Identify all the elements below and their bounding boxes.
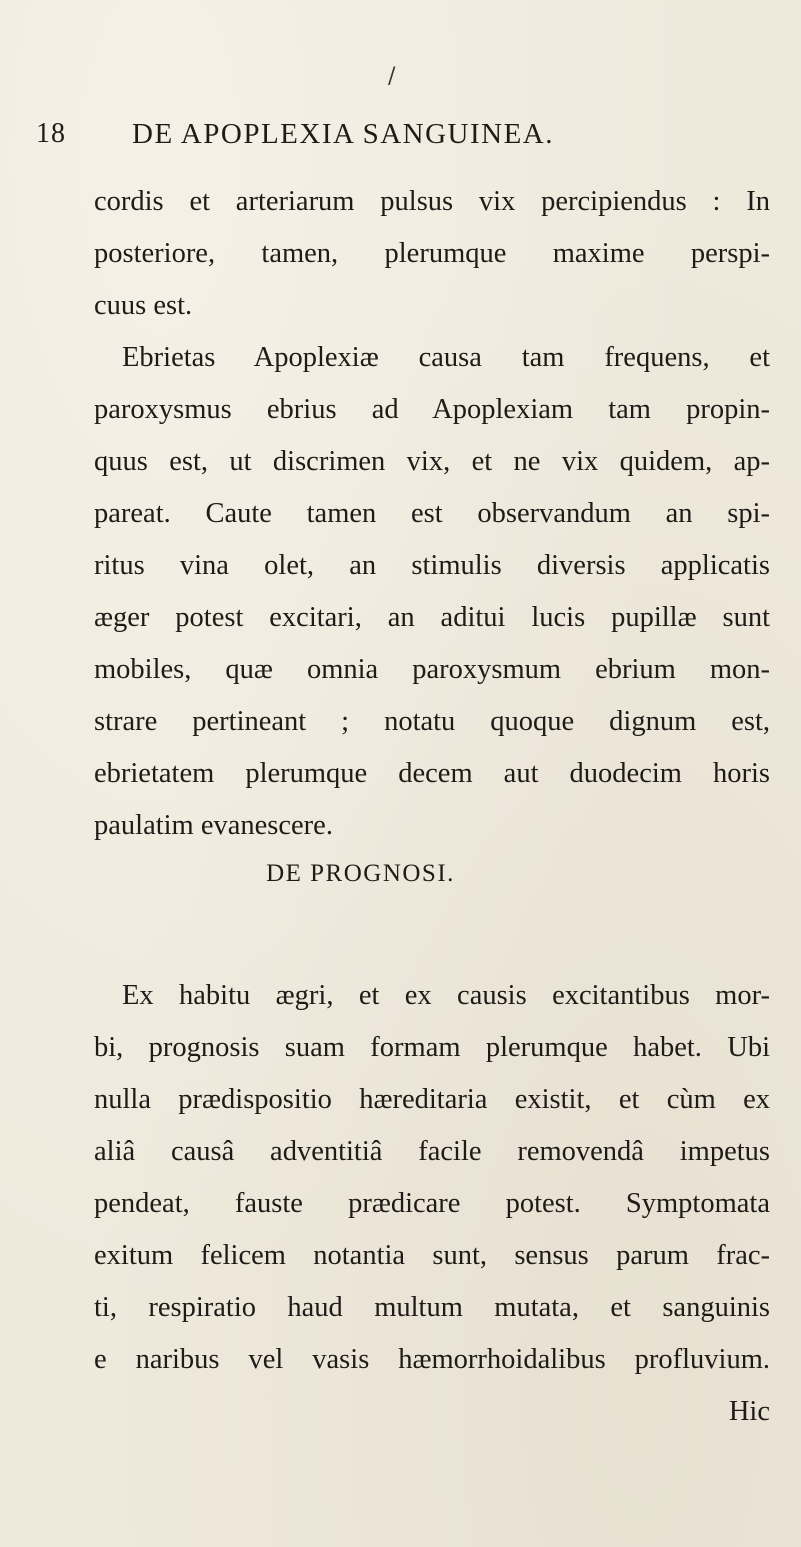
text-line: ritus vina olet, an stimulis diversis applicatis xyxy=(94,550,770,581)
catchword: Hic xyxy=(728,1396,770,1427)
text-line: paroxysmus ebrius ad Apoplexiam tam propin- xyxy=(94,394,770,425)
text-line: nulla prædispositio hæreditaria existit, et cùm ex xyxy=(94,1084,770,1115)
section-heading-text: DE PROGNOSI. xyxy=(266,860,455,887)
text-line: Ebrietas Apoplexiæ causa tam frequens, et xyxy=(122,342,770,373)
text-line: quus est, ut discrimen vix, et ne vix quidem, ap- xyxy=(94,446,770,477)
text-line: ti, respiratio haud multum mutata, et sanguinis xyxy=(94,1292,770,1323)
text-line: aliâ causâ adventitiâ facile removendâ impetus xyxy=(94,1136,770,1167)
text-line: ebrietatem plerumque decem aut duodecim horis xyxy=(94,758,770,789)
text-line: bi, prognosis suam formam plerumque habet. Ubi xyxy=(94,1032,770,1063)
text-line: posteriore, tamen, plerumque maxime perspi- xyxy=(94,238,770,269)
ink-mark: / xyxy=(388,64,396,89)
running-title: DE APOPLEXIA SANGUINEA. xyxy=(132,118,554,150)
section-heading xyxy=(0,860,801,888)
paragraph-prognosis xyxy=(94,970,770,1438)
text-line: e naribus vel vasis hæmorrhoidalibus profluvium. xyxy=(94,1344,770,1375)
paragraph-ebrietas xyxy=(94,332,770,852)
text-line: pareat. Caute tamen est observandum an spi- xyxy=(94,498,770,529)
text-line: pendeat, fauste prædicare potest. Symptomata xyxy=(94,1188,770,1219)
text-line: æger potest excitari, an aditui lucis pupillæ sunt xyxy=(94,602,770,633)
text-line: paulatim evanescere. xyxy=(94,810,333,841)
text-line: strare pertineant ; notatu quoque dignum est, xyxy=(94,706,770,737)
text-line: cordis et arteriarum pulsus vix percipiendus : In xyxy=(94,186,770,217)
paragraph-continuation xyxy=(94,176,770,332)
text-line: cuus est. xyxy=(94,290,193,321)
page-number: 18 xyxy=(36,118,66,149)
text-line: Ex habitu ægri, et ex causis excitantibus mor- xyxy=(122,980,770,1011)
text-line: mobiles, quæ omnia paroxysmum ebrium mon- xyxy=(94,654,770,685)
running-head xyxy=(36,118,756,158)
text-line: exitum felicem notantia sunt, sensus parum frac- xyxy=(94,1240,770,1271)
